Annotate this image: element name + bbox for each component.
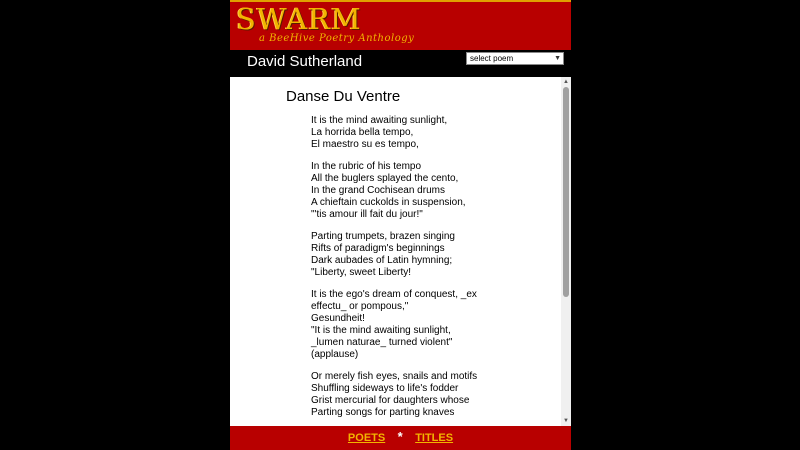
poem-title: Danse Du Ventre (286, 88, 401, 105)
poem-content (230, 77, 571, 426)
titles-link[interactable]: TITLES (415, 432, 454, 444)
poet-name: David Sutherland (247, 53, 363, 70)
poem-line: La horrida bella tempo, (311, 127, 414, 138)
footer-separator: * (397, 429, 403, 444)
logo-title[interactable]: SWARM (236, 2, 362, 36)
poem-line: Gesundheit! (311, 313, 365, 324)
poem-line: In the rubric of his tempo (311, 161, 422, 172)
poem-line: Dark aubades of Latin hymning; (311, 255, 453, 266)
site-header (230, 0, 571, 50)
poem-line: Parting songs for parting knaves (311, 407, 455, 418)
poem-stanza (311, 161, 551, 221)
app-window (230, 0, 571, 450)
poem-line: Shuffling sideways to life's fodder (311, 383, 459, 394)
poem-line: El maestro su es tempo, (311, 139, 419, 150)
poem-line: "It is the mind awaiting sunlight, (311, 325, 451, 336)
scrollbar-thumb[interactable] (563, 87, 569, 297)
poem-body (311, 115, 551, 426)
poem-select-value: select poem (470, 54, 514, 63)
poem-line: A chieftain cuckolds in suspension, (311, 197, 466, 208)
site-footer (230, 426, 571, 450)
poem-line: In the grand Cochisean drums (311, 185, 445, 196)
scroll-up-icon[interactable]: ▲ (563, 79, 569, 85)
poem-line: Or merely fish eyes, snails and motifs (311, 371, 478, 382)
poem-line: "Liberty, sweet Liberty! (311, 267, 412, 278)
poem-line: It is the ego's dream of conquest, _ex (311, 289, 477, 300)
poets-link[interactable]: POETS (347, 432, 386, 444)
poem-line: "'tis amour ill fait du jour!" (311, 209, 423, 220)
poem-stanza (311, 371, 551, 419)
poem-line: Parting trumpets, brazen singing (311, 231, 455, 242)
poem-line: All the buglers splayed the cento, (311, 173, 459, 184)
poem-line: It is the mind awaiting sunlight, (311, 115, 448, 126)
poem-stanza (311, 289, 551, 361)
vertical-scrollbar[interactable] (561, 77, 571, 426)
poem-line: _lumen naturae_ turned violent" (311, 337, 453, 348)
poem-line: Rifts of paradigm's beginnings (311, 243, 445, 254)
chevron-down-icon: ▼ (554, 55, 561, 62)
poem-line: effectu_ or pompous," (311, 301, 409, 312)
logo-subtitle: a BeeHive Poetry Anthology (259, 33, 415, 44)
poem-line: (applause) (311, 349, 359, 360)
scroll-down-icon[interactable]: ▼ (563, 418, 569, 424)
poet-bar (230, 50, 571, 76)
poem-stanza (311, 115, 551, 151)
poem-line: Grist mercurial for daughters whose (311, 395, 470, 406)
poem-select[interactable] (466, 52, 564, 65)
poem-stanza (311, 231, 551, 279)
